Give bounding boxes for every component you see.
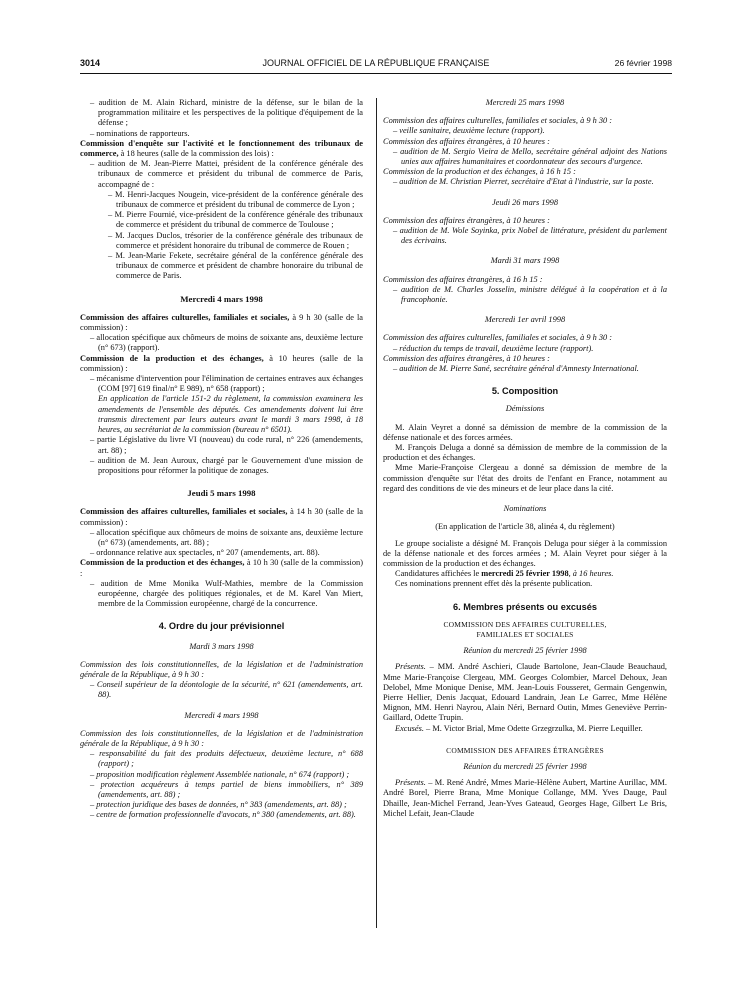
left-column [80,98,363,821]
page-number: 3014 [80,58,101,68]
paragraph: Ces nominations prennent effet dès la présente publication. [395,579,593,589]
list-item: – nominations de rapporteurs. [90,128,190,138]
right-column [383,98,667,819]
list-item: – centre de formation professionnelle d'avocats, n° 380 (amendements, art. 88). [90,810,356,820]
day-heading: Mercredi 4 mars 1998 [180,293,263,304]
attendance-paragraph: Excusés. – M. Victor Brial, Mme Odette Grzegrzulka, M. Pierre Lequiller. [395,723,643,733]
committee-name: Commission de la production et des échanges, [80,353,264,363]
list-item: – M. Jean-Marie Fekete, secrétaire général de la conférence générale des tribunaux de commerce et président de chambre honoraire du tribunal de commerce de Paris. [108,251,363,281]
list-item: – responsabilité du fait des produits défectueux, deuxième lecture, n° 688 (rapport) ; [90,749,363,769]
journal-title: JOURNAL OFFICIEL DE LA RÉPUBLIQUE FRANÇAISE [262,58,490,68]
list-item: – veille sanitaire, deuxième lecture (rapport). [393,126,545,136]
list-item: – protection acquéreurs à temps partiel de biens immobiliers, n° 389 (amendements, art. 88) ; [90,779,363,799]
list-item: – audition de M. Pierre Sané, secrétaire général d'Amnesty International. [393,364,639,374]
paragraph: M. Alain Veyret a donné sa démission de membre de la commission de la défense nationale et des forces armées. [383,422,667,442]
agenda-paragraph: Commission des lois constitutionnelles, de la législation et de l'administration générale de la République, à 9 h 30 : [80,728,363,748]
day-heading: Mercredi 1er avril 1998 [484,315,566,325]
paragraph: Candidatures affichées le mercredi 25 février 1998, à 16 heures. [395,569,614,579]
list-item: – allocation spécifique aux chômeurs de moins de soixante ans, deuxième lecture (n° 673) (amendements, art. 88) ; [90,527,363,547]
committee-name: Commission des affaires culturelles, familiales et sociales, [80,312,290,322]
attendance-paragraph: Présents. – MM. André Aschieri, Claude Bartolone, Jean-Claude Beauchaud, Mme Marie-Françoise Clergeau, MM. Georges Colombier, Marcel Dehoux, Jean Delobel, Mme Monique Denise, MM. Jean-Louis Fousseret, Germain Gengenwin, Pierre Hellier, Denis Jacquat, Edouard Landrain, Jean Le Garrec, Mme Hélène Mignon, MM. Henri Nayrou, Alain Néri, Bernard Outin, Mmes Geneviève Perrin-Gaillard, Odette Trupin. [383,662,667,723]
list-item: – M. Henri-Jacques Nougein, vice-président de la conférence générale des tribunaux de commerce et président du tribunal de commerce de Lyon ; [108,189,363,210]
day-heading: Jeudi 26 mars 1998 [491,197,559,207]
procedure-note: En application de l'article 151-2 du règlement, la commission examinera les amendements de l'ensemble des députés. Ces amendements doivent lui être transmis directement par leurs auteurs avant le mardi 3 mars 1998, à 18 heures, au secrétariat de la commission (bureau n° 6501). [98,394,363,435]
header-rule [80,73,672,74]
agenda-paragraph: Commission de la production et des échanges, à 10 heures (salle de la commission) : [80,353,363,373]
list-item: – audition de M. Jean-Pierre Mattei, président de la conférence générale des tribunaux de commerce et président du tribunal de commerce de Paris, accompagné de : [90,159,363,189]
committee-name: Commission de la production et des échanges, [80,558,245,568]
list-item: – audition de M. Wole Soyinka, prix Nobel de littérature, président du parlement des écrivains. [393,226,667,246]
list-item: – M. Jacques Duclos, trésorier de la conférence générale des tribunaux de commerce et président honoraire du tribunal de commerce de Rouen ; [108,230,363,250]
issue-date: 26 février 1998 [614,58,672,68]
agenda-paragraph: Commission des affaires culturelles, familiales et sociales, à 9 h 30 : [383,116,613,126]
list-item: – protection juridique des bases de données, n° 383 (amendements, art. 88) ; [90,800,347,810]
attendance-paragraph: Présents. – M. René André, Mmes Marie-Hélène Aubert, Martine Aurillac, MM. André Borel, Pierre Brana, Mme Monique Collange, MM. Yves Dauge, Paul Dhaille, Jean-Michel Ferrand, Jean-Yves Gateaud, Georges Hage, Gilbert Le Bris, Michel Lefait, Jean-Claude [383,778,667,818]
agenda-paragraph: Commission des lois constitutionnelles, de la législation et de l'administration générale de la République, à 9 h 30 : [80,659,363,679]
section-heading: 6. Membres présents ou excusés [452,601,597,612]
list-item: – audition de Mme Monika Wulf-Mathies, membre de la Commission européenne, chargée des politiques régionales, et de M. Karel Van Miert, membre de la Commission européenne, chargé de la concurrence. [90,578,363,609]
agenda-paragraph: Commission des affaires étrangères, à 16 h 15 : [383,274,543,284]
page-header [80,58,672,74]
list-item: – audition de M. Alain Richard, ministre de la défense, sur le bilan de la programmation militaire et les perspectives de la politique d'équipement de la défense ; [90,98,363,128]
day-heading: Mardi 31 mars 1998 [490,256,560,266]
list-item: – audition de M. Sergio Vieira de Mello, secrétaire général adjoint des Nations unies aux affaires humanitaires et coordonnateur des secours d'urgence. [393,146,667,167]
day-heading: Jeudi 5 mars 1998 [187,488,256,499]
agenda-paragraph: Commission de la production et des échanges, à 16 h 15 : [383,167,576,177]
list-item: – réduction du temps de travail, deuxième lecture (rapport). [393,343,594,353]
list-item: – audition de M. Charles Josselin, ministre délégué à la coopération et à la francophonie. [393,284,667,305]
list-item: – M. Pierre Fournié, vice-président de la conférence générale des tribunaux de commerce et président du tribunal de commerce de Toulouse ; [108,210,363,230]
list-item: – ordonnance relative aux spectacles, n° 207 (amendements, art. 88). [90,548,320,558]
committee-heading: FAMILIALES ET SOCIALES [476,629,574,639]
agenda-paragraph: Commission des affaires culturelles, familiales et sociales, à 14 h 30 (salle de la commission) : [80,507,364,527]
list-item: – audition de M. Christian Pierret, secrétaire d'Etat à l'industrie, sur la poste. [393,177,654,187]
subsection-heading: Nominations [503,504,547,514]
agenda-paragraph: Commission des affaires étrangères, à 10 heures : [383,353,550,363]
section-heading: 5. Composition [491,386,559,397]
paragraph: Mme Marie-Françoise Clergeau a donné sa démission de membre de la commission d'enquête sur l'état des droits de l'enfant en France, notamment au regard des conditions de vie des mineurs et de leur place dans la cité. [383,463,667,493]
section-heading: 4. Ordre du jour prévisionnel [158,621,285,632]
agenda-paragraph: Commission des affaires étrangères, à 10 heures : [383,215,550,225]
list-item: – Conseil supérieur de la déontologie de la sécurité, n° 621 (amendements, art. 88). [90,680,363,700]
paragraph: (En application de l'article 38, alinéa 4, du règlement) [435,522,615,532]
paragraph: M. François Deluga a donné sa démission de membre de la commission de la production et des échanges. [383,443,667,463]
day-heading: Mercredi 25 mars 1998 [485,98,565,107]
day-heading: Mercredi 4 mars 1998 [184,710,259,720]
list-item: – partie Législative du livre VI (nouveau) du code rural, n° 226 (amendements, art. 88) ; [90,435,363,455]
meeting-heading: Réunion du mercredi 25 février 1998 [463,761,587,771]
agenda-paragraph: Commission des affaires culturelles, familiales et sociales, à 9 h 30 : [383,333,613,343]
committee-heading: COMMISSION DES AFFAIRES ÉTRANGÈRES [446,745,604,755]
paragraph: Le groupe socialiste a désigné M. François Deluga pour siéger à la commission de la défense nationale et des forces armées ; M. Alain Veyret pour siéger à la commission de la production et des échanges. [383,538,667,568]
subsection-heading: Démissions [505,404,545,414]
list-item: – audition de M. Jean Auroux, chargé par le Gouvernement d'une mission de propositions pour réformer la politique de zonages. [90,455,363,475]
committee-heading: COMMISSION DES AFFAIRES CULTURELLES, [443,619,607,629]
committee-name: Commission des affaires culturelles, familiales et sociales, [80,507,288,517]
list-item: – proposition modification règlement Assemblée nationale, n° 674 (rapport) ; [90,769,350,779]
list-item: – mécanisme d'intervention pour l'élimination de certaines entraves aux échanges (COM [97] 619 final/n° E 989), n° 658 (rapport) ; [90,374,363,394]
day-heading: Mardi 3 mars 1998 [189,641,254,651]
committee-name: Commission d'enquête sur l'activité et le fonctionnement des tribunaux de commerce, [80,138,363,159]
agenda-paragraph: Commission des affaires étrangères, à 10 heures : [383,136,550,146]
agenda-paragraph: Commission de la production et des échanges, à 10 h 30 (salle de la commission) : [80,558,363,578]
column-separator [376,98,377,928]
meeting-heading: Réunion du mercredi 25 février 1998 [463,646,587,656]
agenda-paragraph: Commission d'enquête sur l'activité et le fonctionnement des tribunaux de commerce, à 18 heures (salle de la commission des lois) : [80,138,363,159]
list-item: – allocation spécifique aux chômeurs de moins de soixante ans, deuxième lecture (n° 673) (rapport). [90,333,363,353]
agenda-paragraph: Commission des affaires culturelles, familiales et sociales, à 9 h 30 (salle de la commission) : [80,312,363,333]
